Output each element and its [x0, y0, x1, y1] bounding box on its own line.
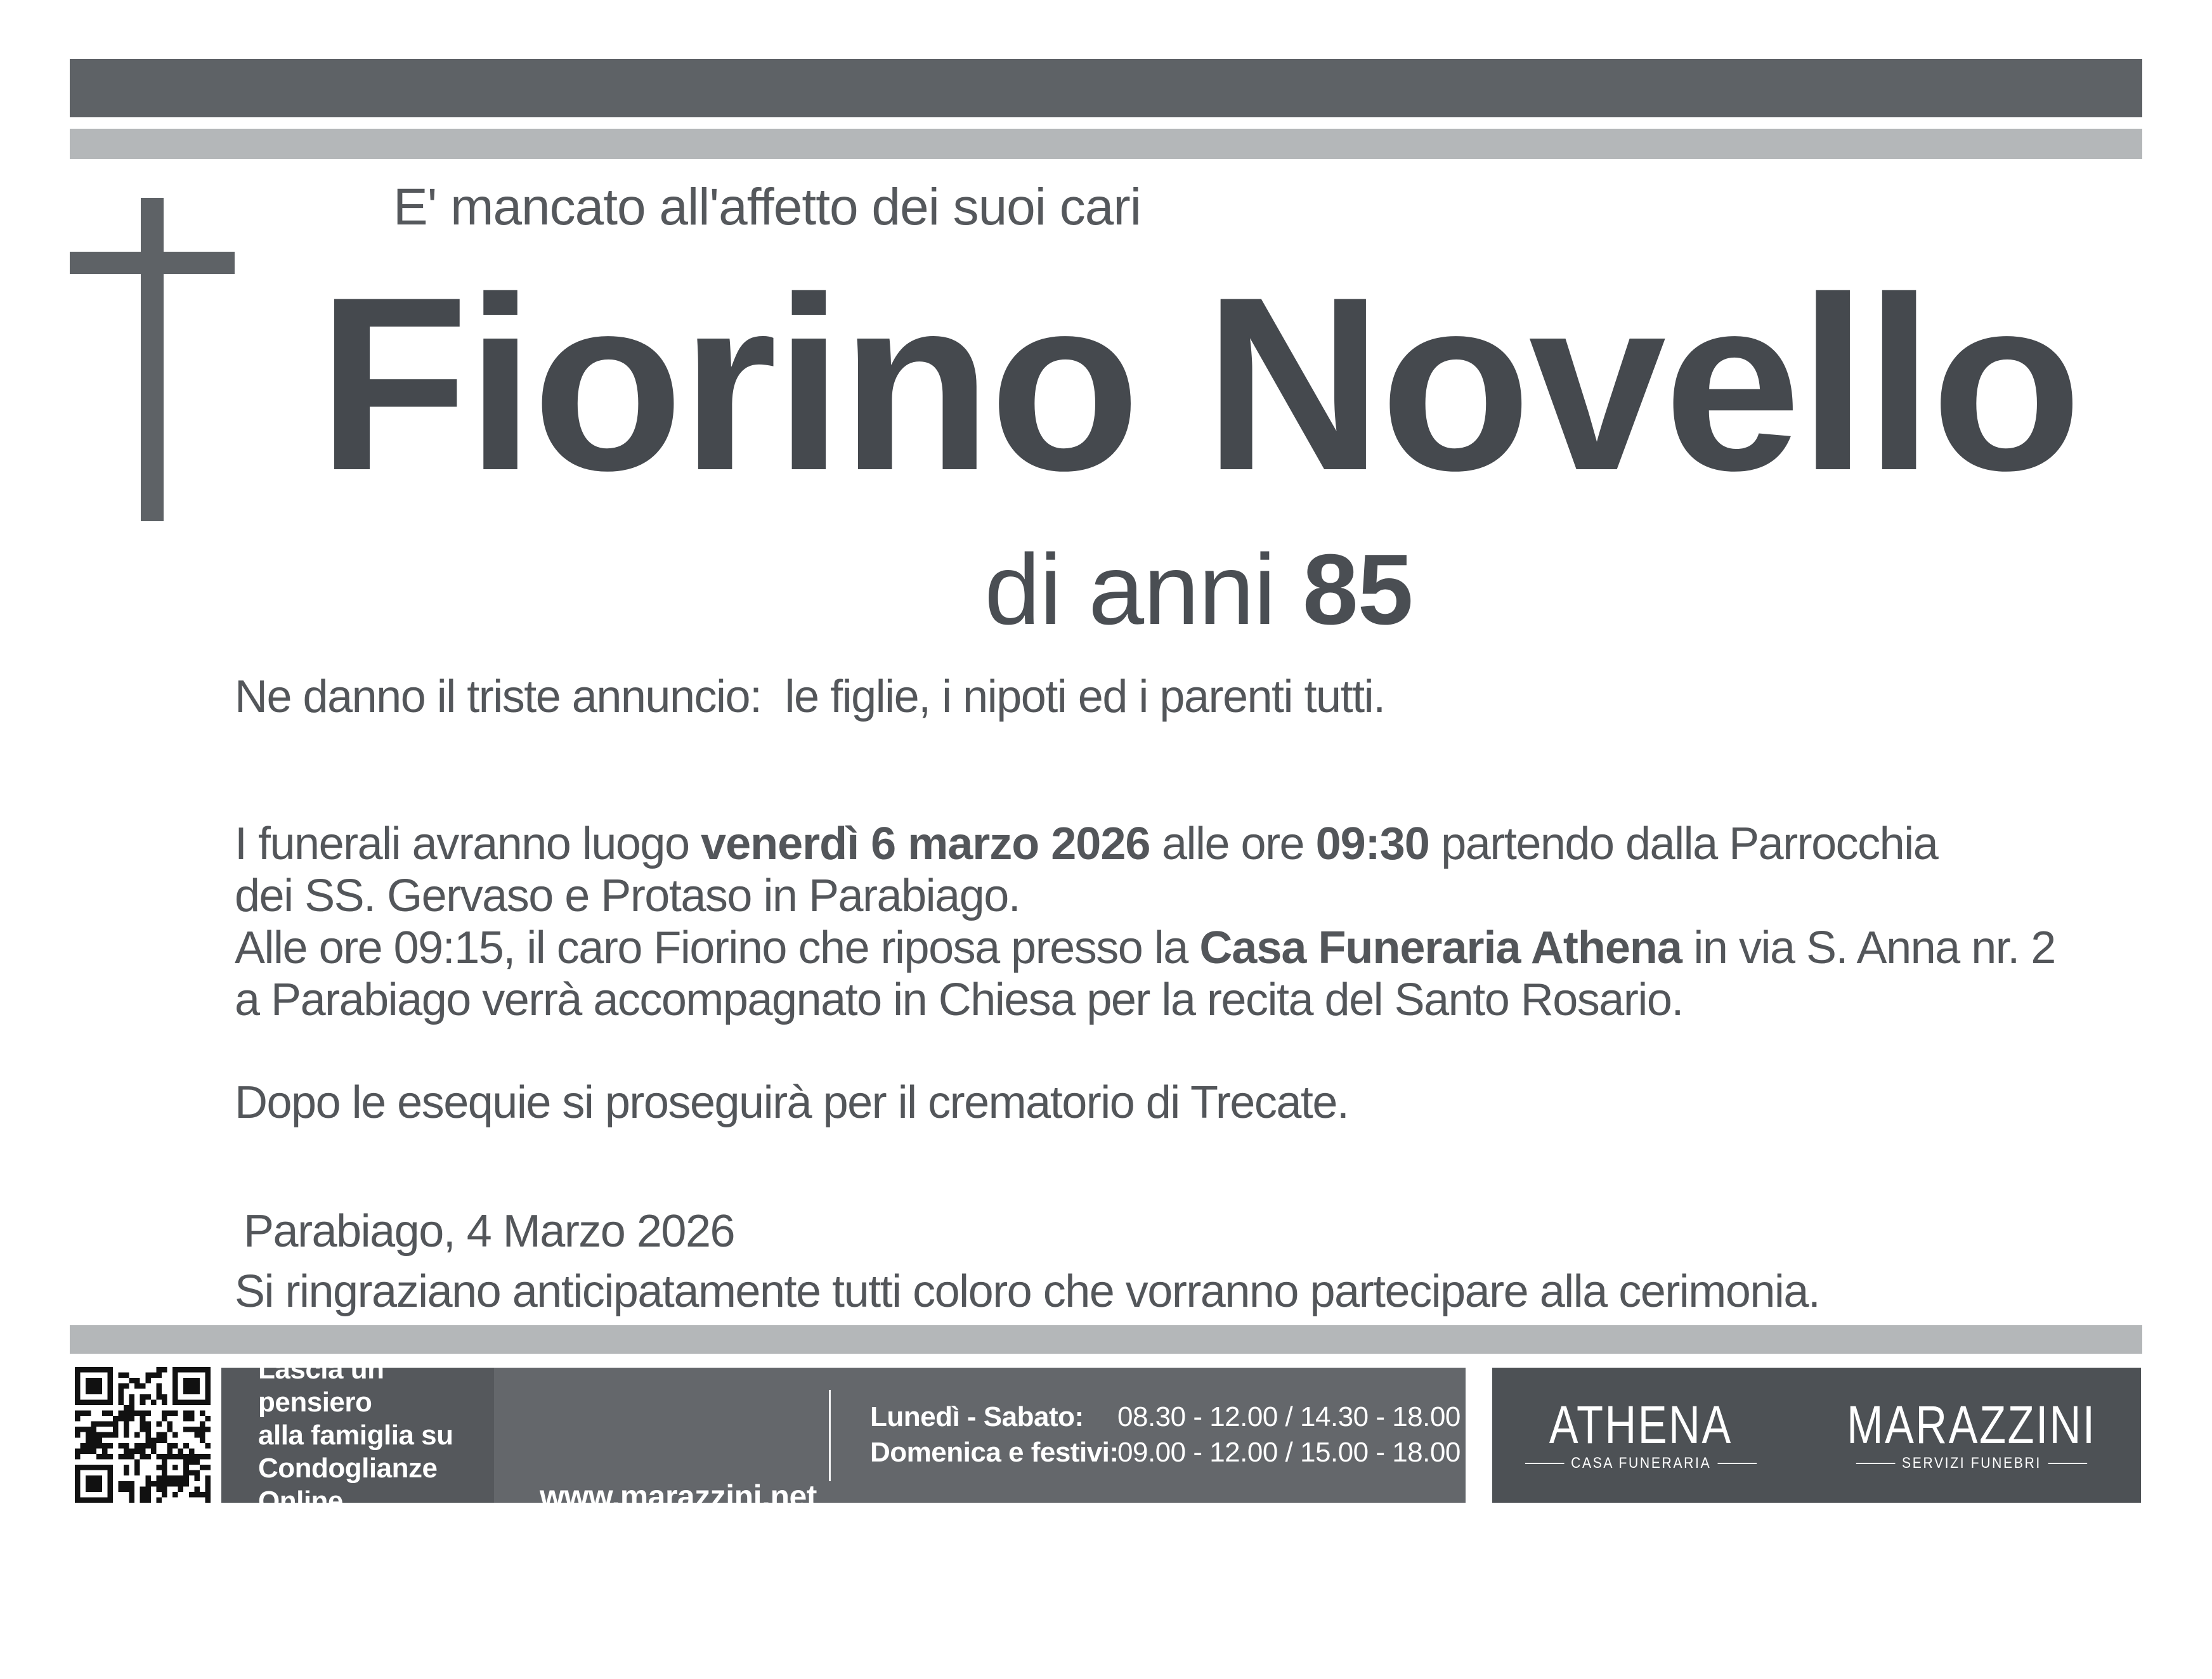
contact-block	[540, 1395, 843, 1679]
funeral-info-text: partendo dalla Parrocchia	[1429, 819, 1938, 869]
opening-hours	[870, 1399, 1461, 1470]
condolence-line: Online	[258, 1485, 343, 1517]
condolence-line: Lascia un pensiero	[258, 1353, 384, 1418]
qr-code	[75, 1367, 211, 1503]
bottom-light-bar	[70, 1325, 2142, 1354]
condolence-line: alla famiglia su	[258, 1419, 453, 1451]
funeral-time: 09:30	[1315, 819, 1429, 869]
thanks-line: Si ringraziano anticipatamente tutti coloro che vorranno partecipare alla cerimonia.	[235, 1266, 1820, 1317]
marazzini-logo-text: MARAZZINI	[1847, 1394, 2097, 1455]
top-light-bar	[70, 129, 2142, 159]
funeral-info-text: I funerali avranno luogo	[235, 819, 701, 869]
funeral-info-text: alle ore	[1150, 819, 1316, 869]
footer-logos-panel	[1492, 1368, 2141, 1503]
caption-rule	[1525, 1463, 1565, 1464]
cross-icon-stem	[141, 198, 164, 521]
athena-logo-text: ATHENA	[1549, 1394, 1733, 1455]
footer-divider-line	[829, 1390, 831, 1481]
footer-condolence-panel	[221, 1353, 494, 1517]
athena-logo-caption	[1525, 1454, 1757, 1473]
funeral-date: venerdì 6 marzo 2026	[701, 819, 1150, 869]
announcement-family-line: Ne danno il triste annuncio: le figlie, i nipoti ed i parenti tutti.	[235, 671, 1385, 722]
marazzini-logo	[1819, 1394, 2124, 1473]
condolence-line: Condoglianze	[258, 1452, 438, 1484]
hours-row	[870, 1435, 1461, 1470]
age-prefix: di anni	[984, 534, 1303, 645]
athena-logo	[1509, 1394, 1773, 1473]
rosary-info-line	[235, 925, 2055, 971]
marazzini-caption-text: SERVIZI FUNEBRI	[1902, 1454, 2042, 1472]
intro-line: E' mancato all'affetto dei suoi cari	[393, 178, 1141, 236]
hours-label: Lunedì - Sabato:	[870, 1401, 1084, 1432]
caption-rule	[1718, 1463, 1757, 1464]
rosary-info-line-2: a Parabiago verrà accompagnato in Chiesa per la recita del Santo Rosario.	[235, 975, 1683, 1025]
phone-text: Tel. 0331 551640 24h	[540, 1600, 843, 1636]
hours-value: 09.00 - 12.00 / 15.00 - 18.00	[1117, 1437, 1461, 1468]
caption-rule	[2048, 1463, 2088, 1464]
deceased-name: Fiorino Novello	[317, 245, 2080, 522]
rosary-info-text: in via S. Anna nr. 2	[1681, 923, 2055, 973]
funeral-home-name: Casa Funeraria Athena	[1199, 923, 1682, 973]
rosary-info-text: Alle ore 09:15, il caro Fiorino che riposa presso la	[235, 923, 1200, 973]
condolence-text	[221, 1353, 494, 1518]
athena-caption-text: CASA FUNERARIA	[1571, 1454, 1712, 1472]
age-line	[184, 534, 2212, 645]
website-text: www.marazzini.net	[540, 1479, 817, 1514]
crematory-line: Dopo le esequie si proseguirà per il crematorio di Trecate.	[235, 1077, 1349, 1128]
marazzini-logo-caption	[1856, 1454, 2087, 1473]
hours-label: Domenica e festivi:	[870, 1437, 1119, 1468]
hours-value: 08.30 - 12.00 / 14.30 - 18.00	[1117, 1401, 1461, 1432]
parish-line: dei SS. Gervaso e Protaso in Parabiago.	[235, 871, 1020, 921]
dateline: Parabiago, 4 Marzo 2026	[244, 1206, 735, 1257]
age-value: 85	[1302, 534, 1413, 645]
caption-rule	[1856, 1463, 1896, 1464]
funeral-info-line	[235, 821, 1937, 867]
hours-row	[870, 1399, 1461, 1435]
top-dark-bar	[70, 59, 2142, 117]
